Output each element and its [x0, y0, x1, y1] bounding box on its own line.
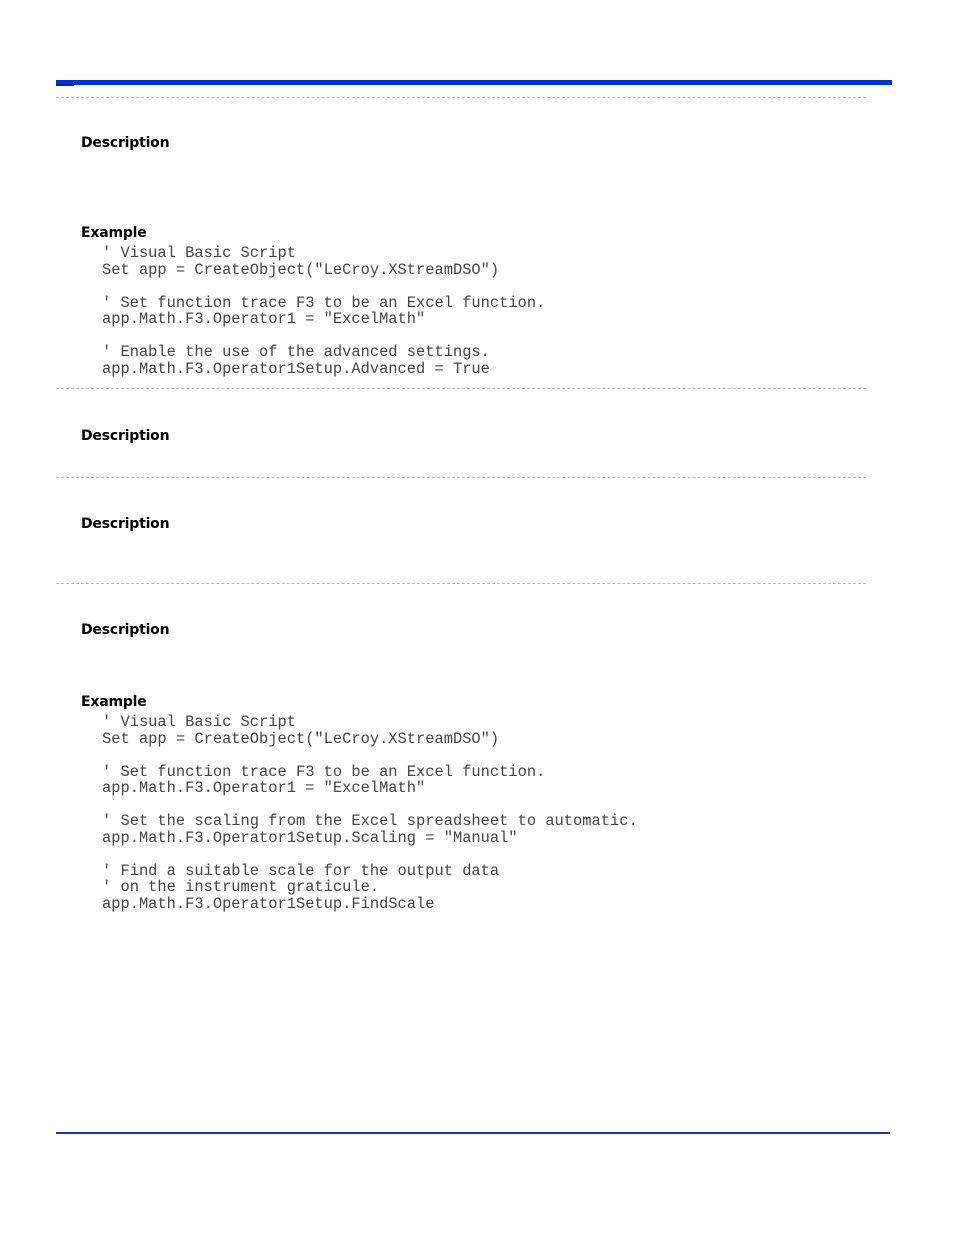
footer-rule — [56, 1132, 890, 1134]
description-heading: Description — [81, 622, 170, 638]
description-heading: Description — [81, 428, 170, 444]
section-separator — [56, 388, 866, 389]
code-example: ' Visual Basic Script Set app = CreateObject("LeCroy.XStreamDSO") ' Set function trace F3 to be an Excel function. app.Math.F3.Operator1 = "ExcelMath" ' Set the scaling from the Excel spreadsheet to automatic. app.Math.F3.Operator1Setup.Scaling = "Manual" ' Find a suitable scale for the output data ' on the instrument graticule. app.Math.F3.Operator1Setup.FindScale — [102, 713, 638, 913]
section-separator — [56, 97, 866, 98]
header-rule-accent — [56, 84, 74, 86]
description-heading: Description — [81, 516, 170, 532]
header-rule — [56, 80, 892, 85]
example-heading: Example — [81, 694, 147, 710]
section-separator — [56, 583, 866, 584]
code-example: ' Visual Basic Script Set app = CreateObject("LeCroy.XStreamDSO") ' Set function trace F3 to be an Excel function. app.Math.F3.Operator1 = "ExcelMath" ' Enable the use of the advanced settings. app.Math.F3.Operator1Setup.Advanced = True — [102, 244, 546, 378]
example-heading: Example — [81, 225, 147, 241]
description-heading: Description — [81, 135, 170, 151]
section-separator — [56, 477, 866, 478]
